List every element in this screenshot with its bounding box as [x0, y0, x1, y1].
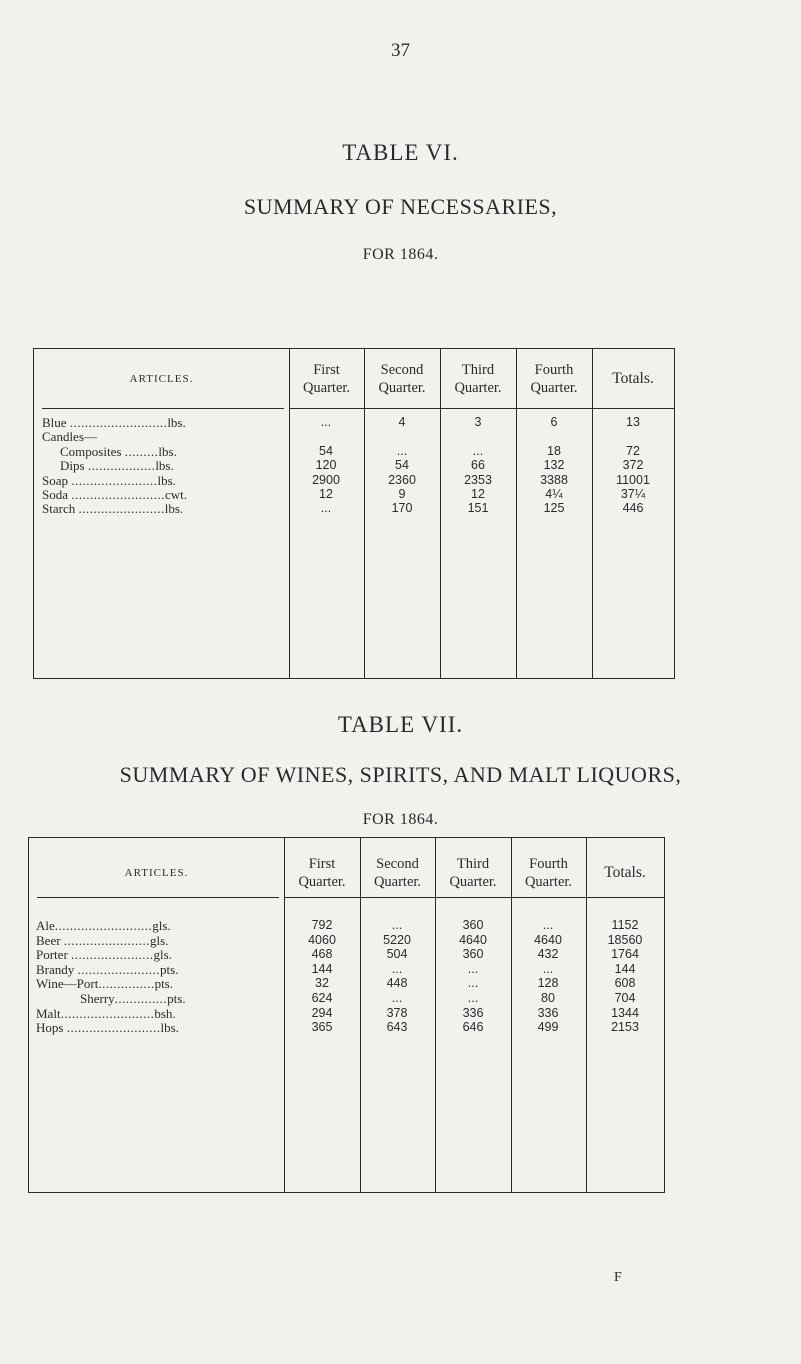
row-label-text: Candles—: [42, 429, 97, 445]
row-leader-dots: ..................: [87, 458, 156, 474]
row-unit: gls.: [152, 918, 171, 933]
table-cell: 2900: [312, 472, 340, 487]
table6: [33, 348, 675, 679]
row-label: [42, 415, 286, 430]
table-cell: 144: [311, 961, 333, 976]
row-label: [60, 444, 286, 459]
table-row: [29, 991, 664, 1006]
table-cell: 446: [622, 501, 644, 516]
table-cell: 2153: [611, 1020, 639, 1035]
table7-header-q1: First Quarter.: [298, 856, 346, 890]
row-unit: lbs.: [155, 458, 174, 474]
table-cell: 144: [614, 961, 636, 976]
footer-mark: F: [614, 1270, 622, 1285]
table-cell: 4060: [308, 932, 336, 947]
table-cell: 3388: [540, 472, 568, 487]
row-leader-dots: ......................: [71, 947, 154, 963]
row-leader-dots: ..........................: [54, 918, 153, 933]
table-cell: 499: [537, 1020, 559, 1035]
table-cell: 468: [311, 947, 333, 962]
table-row: [34, 458, 674, 473]
table-cell: 4640: [459, 932, 487, 947]
table-cell: 624: [311, 991, 333, 1005]
row-unit: pts.: [160, 961, 179, 977]
table6-header-articles: ARTICLES.: [129, 373, 194, 385]
table-cell: 792: [311, 918, 333, 932]
table-cell: 5220: [383, 932, 411, 947]
row-unit: gls.: [150, 932, 169, 948]
row-label-text: Porter: [36, 947, 72, 963]
table-cell: 3: [474, 415, 482, 429]
row-leader-dots: .......................: [78, 501, 165, 517]
row-label: [36, 1020, 280, 1035]
row-unit: lbs.: [157, 472, 176, 488]
table-row: [29, 962, 664, 977]
table-cell: 1152: [611, 918, 639, 932]
table-row: [34, 473, 674, 488]
table-cell: ...: [467, 976, 479, 991]
table-cell: 120: [315, 458, 337, 473]
row-label-text: Sherry: [80, 991, 115, 1006]
table-row: [34, 429, 674, 444]
table-cell: 2360: [388, 472, 416, 487]
row-unit: lbs.: [160, 1020, 179, 1036]
table-cell: 360: [462, 918, 484, 932]
page-number: 37: [391, 40, 410, 61]
row-label-text: Blue: [42, 415, 70, 430]
table-cell: 372: [622, 458, 644, 473]
row-label-text: Soda: [42, 487, 72, 502]
table-cell: ...: [391, 961, 403, 976]
table-cell: 12: [471, 487, 485, 501]
row-leader-dots: ...............: [98, 976, 155, 992]
table-row: [29, 1006, 664, 1021]
row-label: [36, 962, 280, 977]
table-cell: 54: [319, 443, 333, 458]
table-row: [34, 415, 674, 430]
table6-year: FOR 1864.: [362, 246, 439, 263]
table-cell: ...: [320, 415, 332, 429]
table-cell: ...: [320, 501, 332, 516]
table-cell: ...: [467, 991, 479, 1005]
row-unit: lbs.: [167, 415, 186, 430]
row-unit: gls.: [153, 947, 172, 963]
table-cell: ...: [542, 918, 554, 932]
row-label: [42, 473, 286, 488]
row-label: [36, 947, 280, 962]
table7-year: FOR 1864.: [362, 811, 439, 828]
table-cell: 643: [386, 1020, 408, 1035]
row-label-text: Starch: [42, 501, 79, 517]
row-leader-dots: .........................: [66, 1020, 161, 1036]
table7-header-articles: ARTICLES.: [124, 867, 189, 879]
row-label: [80, 991, 280, 1006]
table-cell: 18: [547, 443, 561, 458]
table-cell: 4¼: [545, 487, 563, 501]
table-row: [29, 933, 664, 948]
table-cell: 32: [315, 976, 329, 991]
row-unit: bsh.: [154, 1005, 176, 1021]
table-cell: 37¼: [620, 487, 646, 501]
table6-header-q1: First Quarter.: [302, 362, 351, 396]
row-unit: lbs.: [158, 443, 177, 459]
table-cell: 704: [614, 991, 636, 1005]
table-cell: 72: [626, 443, 640, 458]
table-row: [29, 976, 664, 991]
table6-header-q4: Fourth Quarter.: [530, 362, 578, 396]
row-unit: pts.: [154, 976, 173, 992]
row-label-text: Soap: [42, 472, 72, 488]
row-leader-dots: ..............: [114, 991, 168, 1006]
row-label: [42, 429, 286, 444]
table7-subtitle: SUMMARY OF WINES, SPIRITS, AND MALT LIQUORS,: [119, 762, 682, 787]
table6-header-q3: Third Quarter.: [454, 362, 502, 396]
row-label: [36, 918, 280, 933]
row-unit: cwt.: [165, 487, 188, 502]
table-cell: 6: [550, 415, 558, 429]
table7-header-q2: Second Quarter.: [373, 856, 422, 890]
table6-header-q2: Second Quarter.: [378, 362, 426, 396]
table-cell: 2353: [464, 472, 492, 487]
row-label: [36, 976, 280, 991]
row-label-text: Hops: [36, 1020, 67, 1036]
table-cell: 365: [311, 1020, 333, 1035]
table-cell: ...: [391, 991, 403, 1005]
table-cell: 125: [543, 501, 565, 516]
table7-header-q3: Third Quarter.: [449, 856, 497, 890]
table-row: [34, 444, 674, 459]
table-cell: ...: [396, 443, 408, 458]
row-label: [42, 487, 286, 502]
table-cell: 13: [626, 415, 640, 429]
table-cell: 80: [541, 991, 555, 1005]
table6-header-totals: Totals.: [612, 370, 654, 387]
table-cell: 9: [398, 487, 406, 501]
table-cell: 4: [398, 415, 406, 429]
table-cell: 646: [462, 1020, 484, 1035]
row-leader-dots: .........................: [71, 487, 165, 502]
row-label: [60, 458, 286, 473]
table-cell: 1344: [611, 1005, 639, 1020]
row-label-text: Wine—Port: [36, 976, 99, 992]
table-cell: 11001: [616, 472, 650, 487]
table-cell: 4640: [534, 932, 562, 947]
table-cell: 448: [386, 976, 408, 991]
table-cell: 170: [391, 501, 413, 516]
table-cell: 132: [543, 458, 565, 473]
table-cell: 360: [462, 947, 484, 962]
table-cell: 128: [537, 976, 559, 991]
row-leader-dots: .........................: [60, 1005, 155, 1021]
table-row: [29, 918, 664, 933]
table-cell: 18560: [607, 932, 643, 947]
table-cell: 151: [467, 501, 489, 516]
table-cell: 294: [311, 1005, 333, 1020]
table-cell: 432: [537, 947, 559, 962]
table7-title: TABLE VII.: [337, 712, 464, 737]
table7-header-q4: Fourth Quarter.: [524, 856, 573, 890]
table6-subtitle: SUMMARY OF NECESSARIES,: [243, 194, 558, 219]
table-cell: 504: [386, 947, 408, 962]
table-cell: 66: [471, 458, 485, 473]
row-leader-dots: .......................: [71, 472, 158, 488]
table-cell: 608: [614, 976, 636, 991]
table-cell: 336: [462, 1005, 484, 1020]
table7-header-totals: Totals.: [604, 864, 646, 881]
row-label: [36, 933, 280, 948]
row-label-text: Malt: [36, 1005, 61, 1021]
table-row: [29, 947, 664, 962]
table-cell: ...: [391, 918, 403, 932]
row-label-text: Beer: [36, 932, 64, 948]
table6-title: TABLE VI.: [342, 140, 459, 165]
row-label-text: Composites: [60, 443, 125, 459]
row-label: [42, 501, 286, 516]
row-label-text: Ale: [36, 918, 55, 933]
row-label-text: Brandy: [36, 961, 78, 977]
table-cell: 54: [395, 458, 409, 473]
table-row: [34, 501, 674, 516]
row-label: [36, 1006, 280, 1021]
table-cell: ...: [542, 961, 554, 976]
row-leader-dots: .........: [124, 443, 159, 459]
table7: [28, 837, 665, 1193]
row-unit: lbs.: [164, 501, 184, 517]
table-cell: ...: [467, 961, 479, 976]
table-cell: 378: [386, 1005, 408, 1020]
table-cell: 336: [537, 1005, 559, 1020]
row-label-text: Dips: [60, 458, 88, 474]
row-leader-dots: ..........................: [69, 415, 168, 430]
table-cell: ...: [472, 443, 484, 458]
table-cell: 12: [319, 487, 333, 501]
row-leader-dots: ......................: [77, 961, 161, 977]
table-cell: 1764: [611, 947, 639, 962]
table-row: [29, 1020, 664, 1035]
table-row: [34, 487, 674, 502]
row-leader-dots: .......................: [63, 932, 151, 948]
row-unit: pts.: [167, 991, 186, 1006]
